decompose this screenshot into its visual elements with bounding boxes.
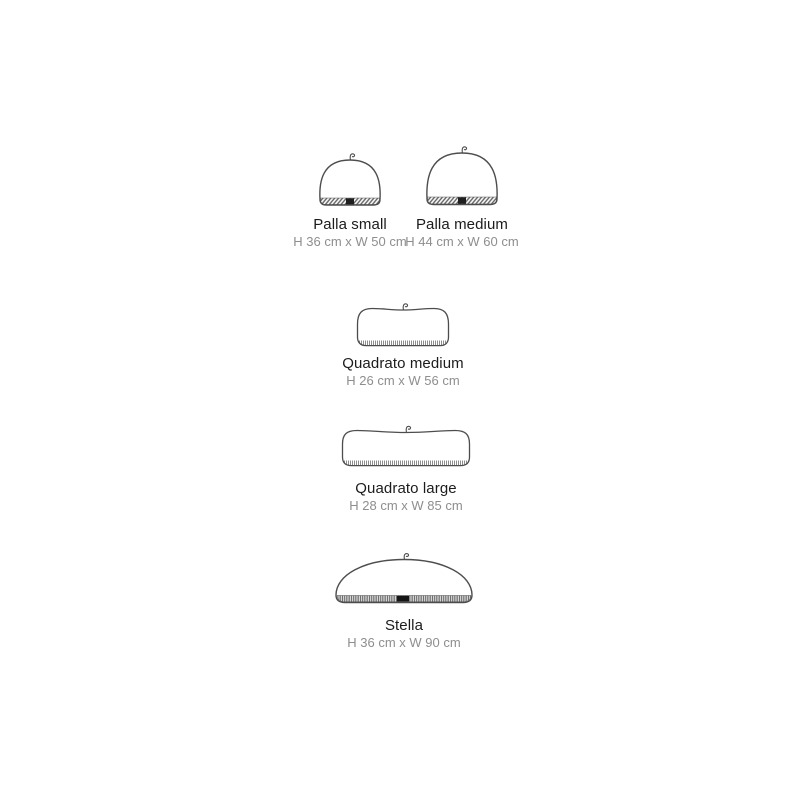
hanging-loop-icon bbox=[350, 154, 354, 160]
product-figure-quadrato-medium bbox=[318, 300, 488, 388]
hanging-loop-icon bbox=[406, 426, 410, 432]
base-label-patch bbox=[397, 596, 409, 602]
product-name: Quadrato medium bbox=[342, 355, 464, 372]
palla-small-drawing bbox=[315, 150, 385, 208]
pouf-body bbox=[358, 309, 449, 346]
hanging-loop-icon bbox=[403, 304, 407, 310]
stella-drawing bbox=[333, 552, 475, 608]
quadrato-medium-drawing bbox=[355, 300, 451, 350]
base-hatch-band bbox=[359, 341, 448, 346]
pouf-body bbox=[343, 431, 470, 466]
quadrato-large-drawing bbox=[340, 424, 472, 470]
product-dimensions: H 36 cm x W 90 cm bbox=[347, 635, 461, 650]
product-dimensions: H 28 cm x W 85 cm bbox=[349, 498, 463, 513]
product-figure-palla-medium bbox=[377, 144, 547, 249]
product-figure-quadrato-large bbox=[321, 424, 491, 513]
product-dimensions: H 26 cm x W 56 cm bbox=[346, 373, 460, 388]
palla-medium-drawing bbox=[423, 144, 501, 208]
hanging-loop-icon bbox=[462, 147, 466, 153]
product-dimensions: H 36 cm x W 50 cm bbox=[293, 234, 407, 249]
base-label-patch bbox=[458, 197, 466, 204]
product-name: Quadrato large bbox=[355, 480, 457, 497]
product-name: Stella bbox=[384, 617, 424, 634]
base-hatch-band bbox=[344, 461, 469, 466]
hanging-loop-icon bbox=[404, 554, 408, 560]
product-name: Palla small bbox=[313, 216, 387, 233]
base-label-patch bbox=[346, 198, 354, 204]
product-name: Palla medium bbox=[415, 216, 509, 233]
product-dimensions: H 44 cm x W 60 cm bbox=[405, 234, 519, 249]
product-figure-stella bbox=[319, 552, 489, 650]
